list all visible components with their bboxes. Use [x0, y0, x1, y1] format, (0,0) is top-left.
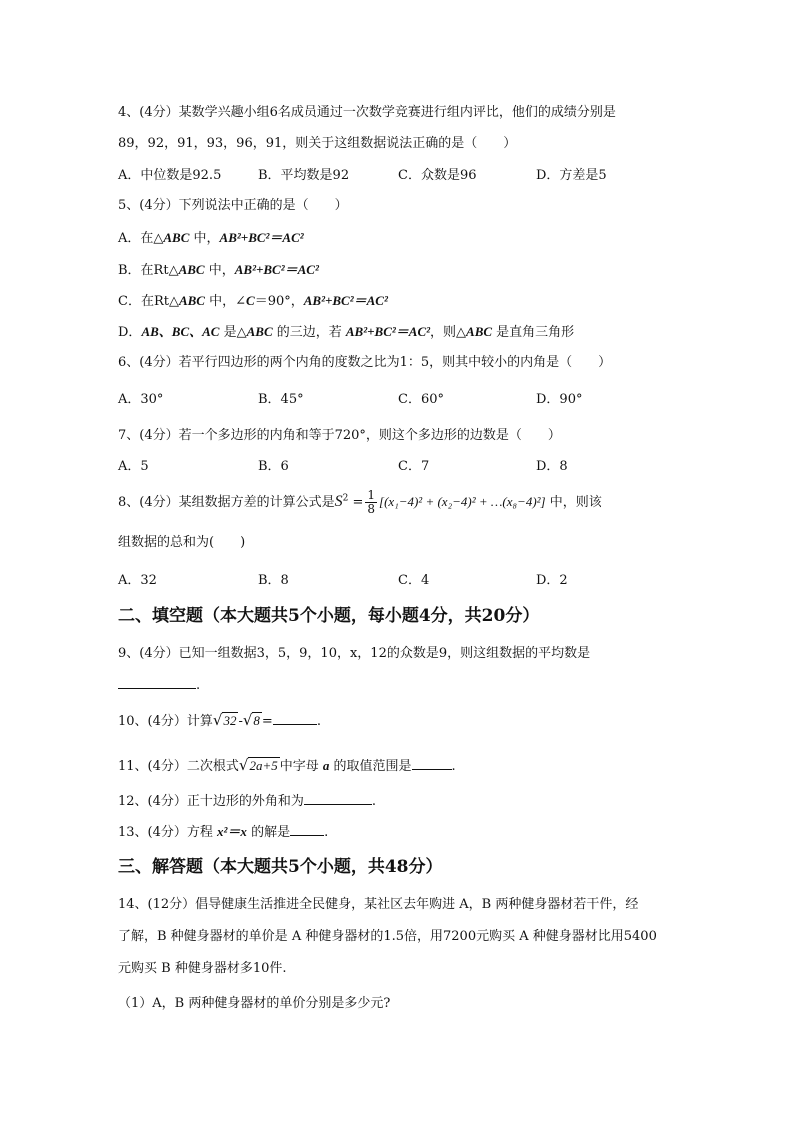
- q6-option-d: D．90°: [536, 392, 583, 407]
- q4-option-d: D．方差是5: [536, 168, 607, 183]
- fraction-one-eighth: $\frac{1}{8}$: [367, 488, 376, 516]
- section-solve-heading: 三、解答题（本大题共5个小题，共48分）: [118, 857, 443, 877]
- answer-blank[interactable]: [273, 712, 317, 725]
- q6-option-b: B．45°: [258, 392, 304, 407]
- q6-option-a: A．30°: [118, 392, 164, 407]
- q6-stem: 6、(4分）若平行四边形的两个内角的度数之比为1：5，则其中较小的内角是（ ）: [118, 355, 612, 370]
- q4-option-c: C．众数是96: [398, 168, 477, 183]
- q8-line1: 8、(4分）某组数据方差的计算公式是$S^2$ = $\frac{1}{8}$ [(x₁−4)² + (x₂−4)² + …(x₈−4)²] 中，则该: [118, 488, 602, 516]
- q10-line: 10、(4分）计算√32 -√8 = .: [118, 711, 321, 729]
- q14-line1: 14、(12分）倡导健康生活推进全民健身，某社区去年购进 A，B 两种健身器材若干件，经: [118, 897, 639, 912]
- q9-line1: 9、(4分）已知一组数据3，5，9，10，x，12的众数是9，则这组数据的平均数是: [118, 646, 591, 661]
- q7-option-a: A．5: [118, 459, 149, 474]
- q14-subquestion-1: （1）A，B 两种健身器材的单价分别是多少元?: [118, 996, 391, 1011]
- q5-stem: 5、(4分）下列说法中正确的是（ ）: [118, 198, 348, 213]
- q7-option-d: D．8: [536, 459, 568, 474]
- q11-line: 11、(4分）二次根式√2a+5 中字母 a 的取值范围是 .: [118, 756, 456, 774]
- answer-blank[interactable]: [118, 676, 196, 689]
- q7-stem: 7、(4分）若一个多边形的内角和等于720°，则这个多边形的边数是（ ）: [118, 428, 561, 443]
- q8-line2: 组数据的总和为( ): [118, 535, 246, 550]
- q6-option-c: C．60°: [398, 392, 444, 407]
- q5-option-b: B．在Rt△ABC 中，AB²+BC²＝AC²: [118, 262, 319, 278]
- q7-option-b: B．6: [258, 459, 289, 474]
- q5-option-a: A．在△ABC 中，AB²+BC²＝AC²: [118, 230, 304, 246]
- q4-line2: 89，92，91，93，96，91，则关于这组数据说法正确的是（ ）: [118, 136, 517, 151]
- q8-option-a: A．32: [118, 573, 157, 588]
- answer-blank[interactable]: [304, 792, 372, 805]
- variance-symbol: S: [334, 493, 343, 510]
- q5-option-d: D．AB、BC、AC 是△ABC 的三边，若 AB²+BC²＝AC²，则△ABC 是直角三角形: [118, 324, 575, 340]
- q4-option-a: A．中位数是92.5: [118, 168, 222, 183]
- answer-blank[interactable]: [290, 823, 324, 836]
- q8-option-d: D．2: [536, 573, 568, 588]
- answer-blank[interactable]: [412, 757, 452, 770]
- q8-option-c: C．4: [398, 573, 430, 588]
- q9-answer-line: .: [118, 676, 200, 695]
- q4-line1: 4、(4分）某数学兴趣小组6名成员通过一次数学竞赛进行组内评比，他们的成绩分别是: [118, 105, 616, 120]
- variance-formula: [(x₁−4)² + (x₂−4)² + …(x₈−4)²]: [379, 494, 546, 509]
- sqrt-icon: √: [212, 711, 223, 729]
- sqrt-icon: √: [238, 756, 249, 774]
- q13-line: 13、(4分）方程 x²＝x 的解是 .: [118, 824, 329, 840]
- section-fill-in-heading: 二、填空题（本大题共5个小题，每小题4分，共20分）: [118, 606, 540, 626]
- sqrt-icon: √: [242, 711, 253, 729]
- q14-line3: 元购买 B 种健身器材多10件.: [118, 961, 287, 976]
- q4-option-b: B．平均数是92: [258, 168, 350, 183]
- q8-option-b: B．8: [258, 573, 289, 588]
- q12-line: 12、(4分）正十边形的外角和为 .: [118, 794, 377, 809]
- q7-option-c: C．7: [398, 459, 430, 474]
- q14-line2: 了解，B 种健身器材的单价是 A 种健身器材的1.5倍，用7200元购买 A 种健身器材比用5400: [118, 929, 657, 944]
- q5-option-c: C．在Rt△ABC 中，∠C＝90°，AB²+BC²＝AC²: [118, 293, 388, 309]
